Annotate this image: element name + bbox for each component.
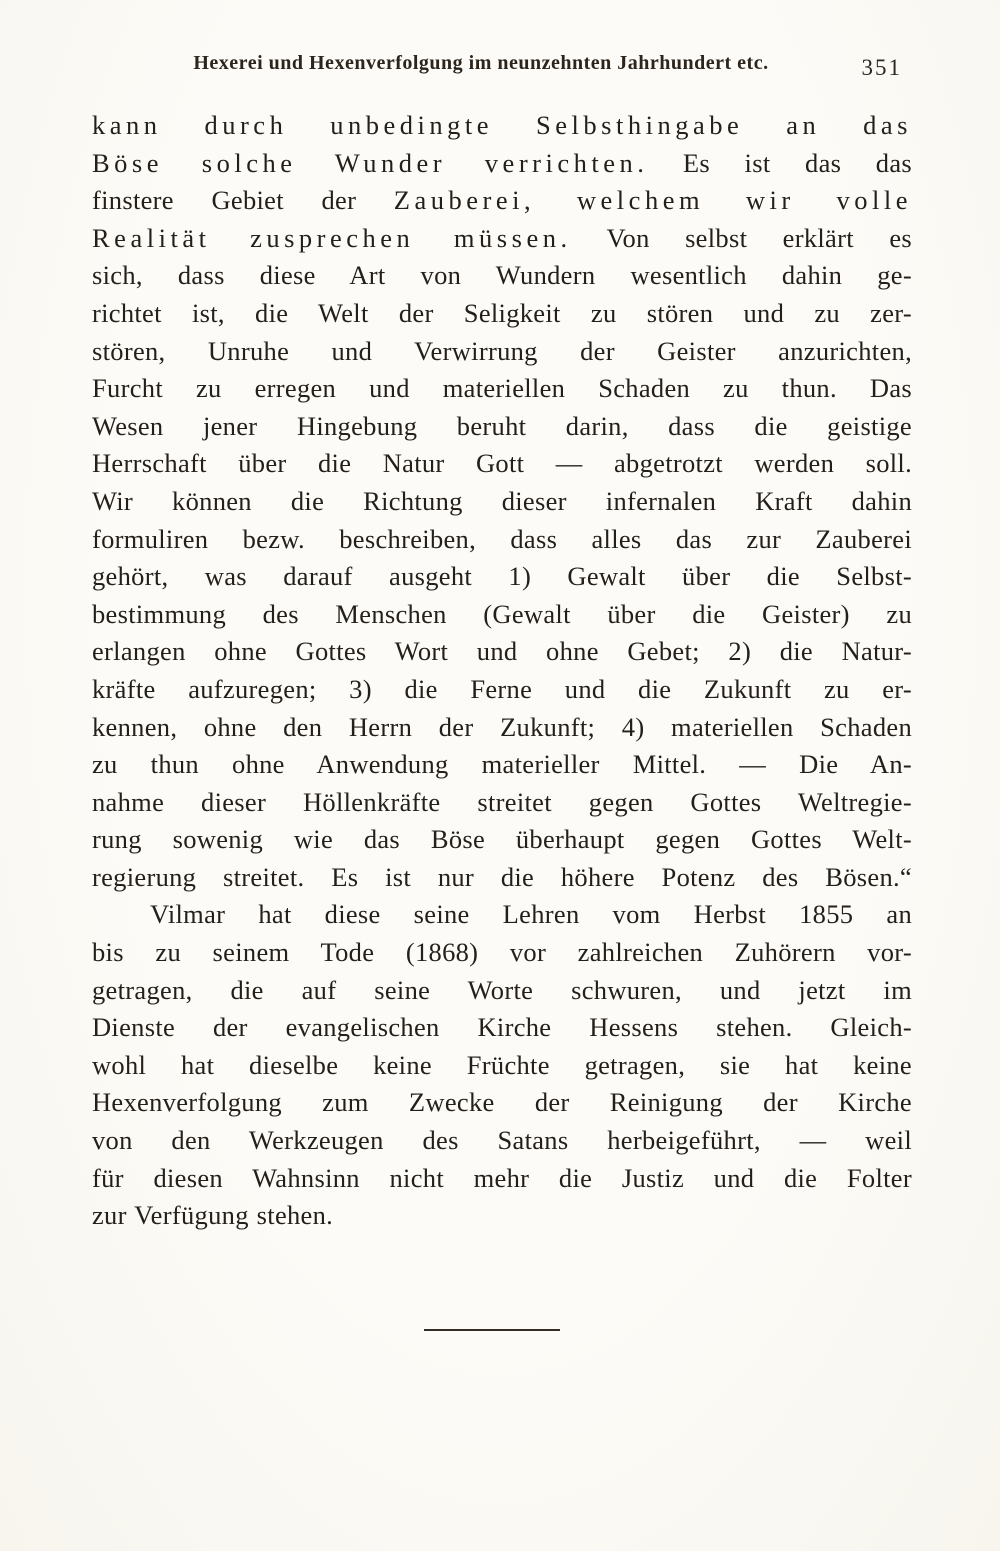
text-segment: nahme dieser Höllenkräfte streitet gegen Gottes Weltregie- [92,786,912,817]
text-line [92,934,912,972]
text-segment: für diesen Wahnsinn nicht mehr die Justiz und die Folter [92,1162,912,1193]
text-line [92,408,912,446]
text-segment: Herrschaft über die Natur Gott — abgetrotzt werden soll. [92,448,912,479]
text-line [92,558,912,596]
text-segment: richtet ist, die Welt der Seligkeit zu stören und zu zer- [92,297,912,328]
text-segment: bestimmung des Menschen (Gewalt über die Geister) zu [92,598,912,629]
text-segment: Furcht zu erregen und materiellen Schaden zu thun. Das [92,373,912,404]
text-segment: formuliren bezw. beschreiben, dass alles das zur Zauberei [92,523,912,554]
text-segment: rung sowenig wie das Böse überhaupt gegen Gottes Welt- [92,824,912,855]
text-line [92,257,912,295]
text-line [92,859,912,897]
text-line [92,746,912,784]
emphasized-text-segment: kann durch unbedingte Selbsthingabe an das [92,110,912,140]
page-body [92,107,912,1235]
text-line [92,1160,912,1198]
text-line [92,1122,912,1160]
text-segment: getragen, die auf seine Worte schwuren, und jetzt im [92,974,912,1005]
text-line [92,596,912,634]
text-line [92,107,912,145]
text-segment: stören, Unruhe und Verwirrung der Geister anzurichten, [92,335,912,366]
text-line [92,1197,912,1235]
text-line [92,1047,912,1085]
text-segment: Es ist das das [648,147,912,178]
text-line [92,182,912,220]
text-line [92,671,912,709]
text-line [92,445,912,483]
text-segment: sich, dass diese Art von Wundern wesentlich dahin ge- [92,260,912,291]
text-segment: regierung streitet. Es ist nur die höhere Potenz des Bösen.“ [92,861,912,892]
text-line [92,1084,912,1122]
text-segment: zur Verfügung stehen. [92,1200,334,1231]
text-segment: kennen, ohne den Herrn der Zukunft; 4) materiellen Schaden [92,711,912,742]
page-number: 351 [861,55,902,80]
text-line [92,633,912,671]
text-segment: Dienste der evangelischen Kirche Hessens stehen. Gleich- [92,1012,912,1043]
text-line [92,145,912,183]
text-segment: gehört, was darauf ausgeht 1) Gewalt über die Selbst- [92,561,912,592]
text-line [92,521,912,559]
text-segment: finstere Gebiet der [92,185,394,216]
text-segment: kräfte aufzuregen; 3) die Ferne und die Zukunft zu er- [92,673,912,704]
text-line [92,972,912,1010]
text-line [92,821,912,859]
emphasized-text-segment: Zauberei, welchem wir volle [393,185,912,216]
text-segment: Vilmar hat diese seine Lehren vom Herbst 1855 an [150,899,912,930]
text-segment: Von selbst erklärt es [571,222,912,253]
text-line [92,295,912,333]
text-segment: Wir können die Richtung dieser infernalen Kraft dahin [92,485,912,516]
text-segment: wohl hat dieselbe keine Früchte getragen, sie hat keine [92,1049,912,1080]
text-line [92,483,912,521]
text-segment: Wesen jener Hingebung beruht darin, dass die geistige [92,410,912,441]
text-line [92,333,912,371]
text-line [92,709,912,747]
section-divider [424,1329,560,1331]
text-segment: bis zu seinem Tode (1868) vor zahlreichen Zuhörern vor- [92,937,912,968]
text-line [92,1009,912,1047]
text-line [92,784,912,822]
paragraph [92,107,912,896]
emphasized-text-segment: Realität zusprechen müssen. [92,222,572,253]
emphasized-text-segment: Böse solche Wunder verrichten. [92,147,649,178]
paragraph [92,896,912,1234]
text-segment: zu thun ohne Anwendung materieller Mittel. — Die An- [92,749,912,780]
text-line [92,896,912,934]
text-segment: von den Werkzeugen des Satans herbeigeführt, — weil [92,1125,912,1156]
page-header [90,52,912,88]
text-segment: erlangen ohne Gottes Wort und ohne Gebet; 2) die Natur- [92,636,912,667]
text-line [92,370,912,408]
running-title: Hexerei und Hexenverfolgung im neunzehnten Jahrhundert etc. [193,52,769,74]
text-segment: Hexenverfolgung zum Zwecke der Reinigung der Kirche [92,1087,912,1118]
text-line [92,220,912,258]
